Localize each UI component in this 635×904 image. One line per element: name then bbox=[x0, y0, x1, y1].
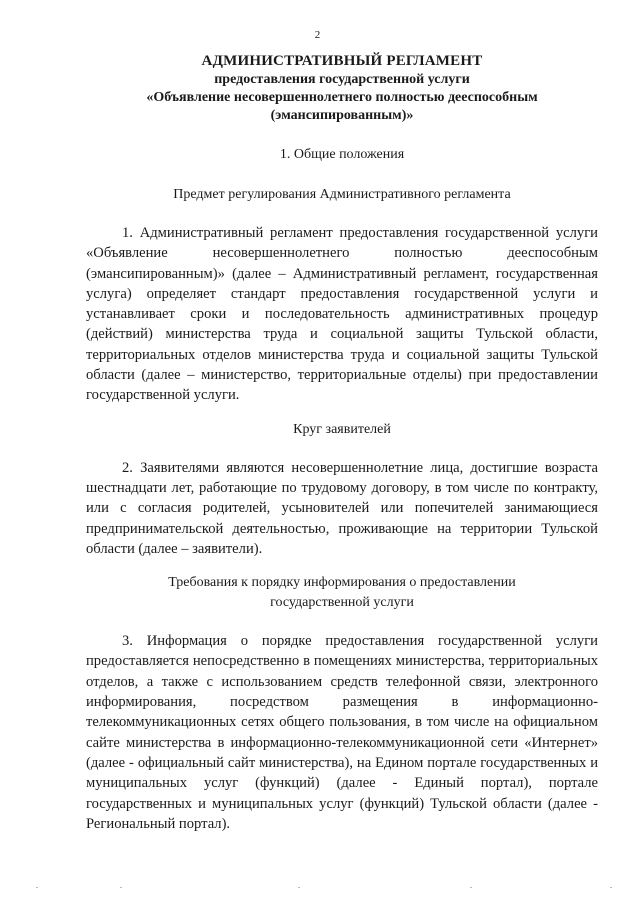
document-subtitle-line-2: «Объявление несовершеннолетнего полностью дееспособным bbox=[146, 90, 538, 105]
scan-speck bbox=[470, 887, 472, 888]
page-number: 2 bbox=[314, 29, 321, 41]
scan-speck bbox=[36, 887, 38, 888]
document-subtitle-line-1: предоставления государственной услуги bbox=[214, 72, 470, 87]
paragraph-1: 1. Административный регламент предоставления государственной услуги «Объявление несовершеннолетнего полностью дееспособным (эмансипированным)» (далее – Административный регламент, государственная услуга) определяет стандарт предоставления государственной услуги и устанавливает сроки и последовательность административных процедур (действий) министерства труда и социальной защиты Тульской области, территориальных отделов министерства труда и социальной защиты Тульской области (далее – министерство, территориальные отделы) при предоставлении государственной услуги. bbox=[86, 225, 598, 404]
subsection-heading-informing-line-2: государственной услуги bbox=[270, 595, 414, 611]
section-heading: 1. Общие положения bbox=[279, 147, 405, 162]
subsection-heading-informing-line-1: Требования к порядку информирования о предоставлении bbox=[168, 575, 516, 591]
paragraph-2: 2. Заявителями являются несовершеннолетние лица, достигшие возраста шестнадцати лет, работающие по трудовому договору, в том числе по контракту, или с согласия родителей, усыновителей или попечителей занимающиеся предпринимательской деятельностью, проживающие на территории Тульской области (далее – заявители). bbox=[86, 459, 598, 557]
paragraph-3: 3. Информация о порядке предоставления государственной услуги предоставляется непосредственно в помещениях министерства, территориальных отделов, а также с использованием средств телефонной связи, электронного информирования, посредством размещения в информационно-телекоммуникационных сетях общего пользования, в том числе на официальном сайте министерства в информационно-телекоммуникационной сети «Интернет» (далее - официальный сайт министерства), на Едином портале государственных и муниципальных услуг (функций) (далее - Единый портал), портале государственных и муниципальных услуг (функций) Тульской области (далее - Региональный портал). bbox=[86, 633, 598, 832]
scan-speck bbox=[298, 887, 300, 888]
subsection-heading-subject: Предмет регулирования Административного регламента bbox=[173, 187, 511, 202]
scan-speck bbox=[610, 887, 612, 888]
subsection-heading-applicants: Круг заявителей bbox=[293, 421, 391, 437]
scan-speck bbox=[120, 887, 122, 888]
document-title: АДМИНИСТРАТИВНЫЙ РЕГЛАМЕНТ bbox=[201, 53, 483, 69]
document-body bbox=[86, 52, 598, 834]
document-subtitle-line-3: (эмансипированным)» bbox=[270, 108, 414, 123]
